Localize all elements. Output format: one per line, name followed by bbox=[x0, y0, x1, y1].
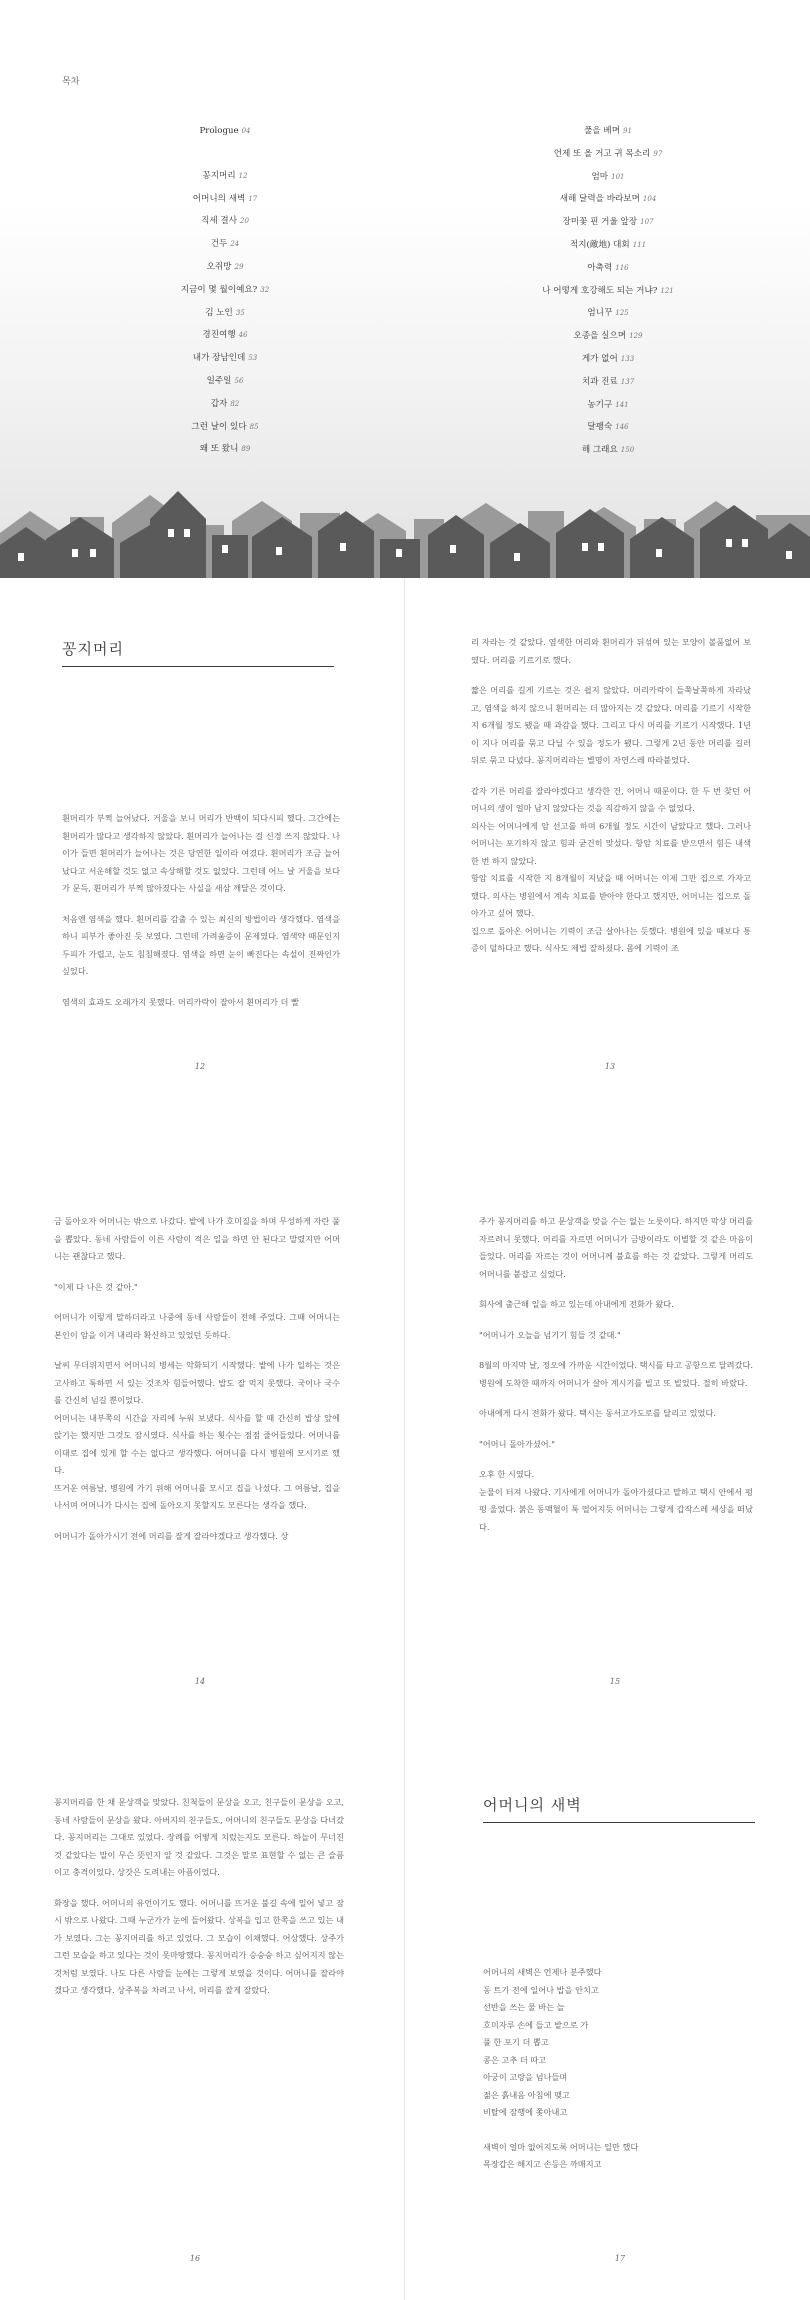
paragraph: 어머니는 내부쪽의 시간을 자리에 누워 보냈다. 식사를 할 때 간신히 밥상 앞에 앉기는 했지만 그것도 잠시였다. 식사를 하는 횟수는 점점 줄어들었다. 어머니를 이대로 집에 있게 할 수는 없다고 생각했다. 어머니를 다시 병원에 모시기로 했다. bbox=[54, 1412, 340, 1475]
toc-page-number: 32 bbox=[260, 285, 270, 294]
toc-entry[interactable]: 갑자 82 bbox=[210, 398, 240, 409]
toc-page-number: 04 bbox=[241, 127, 251, 135]
toc-entry[interactable]: 지금이 몇 월이예요? 32 bbox=[180, 284, 270, 295]
paragraph: 처음엔 염색을 했다. 흰머리를 감출 수 있는 최신의 방법이라 생각했다. 염색을 하니 피부가 좋아진 듯 보였다. 그런데 가려움증이 문제였다. 염색약 때문인지 두피가 가렵고, 눈도 침침해졌다. 염색을 하면 눈이 빠진다는 속설이 진짜인가 싶었다. bbox=[62, 913, 340, 976]
toc-entry[interactable]: 적지(敵地) 대회 111 bbox=[569, 239, 647, 250]
toc-list-right bbox=[488, 120, 728, 462]
chapter-title: 어머니의 새벽 bbox=[483, 1796, 582, 1814]
paragraph: 어머니가 이렇게 말하더라고 나중에 동네 사람들이 전해 주었다. 그때 어머니는 본인이 암을 이겨 내리라 확신하고 있었던 듯하다. bbox=[54, 1312, 340, 1340]
toc-page-number: 91 bbox=[623, 127, 632, 135]
toc-entry[interactable]: 왜 또 왔니 89 bbox=[199, 444, 251, 455]
paragraph: 날씨 무더위지면서 어머니의 병세는 악화되기 시작했다. 밭에 나가 일하는 것은 고사하고 툭하면 서 있는 것조차 힘들어했다. 밥도 잘 먹지 못했다. 국이나 국수를 간신히 넘길 뿐이었다. bbox=[54, 1360, 340, 1405]
spread-pages-14-15 bbox=[0, 1153, 810, 1728]
toc-page-number: 82 bbox=[230, 399, 240, 408]
stanza-break bbox=[483, 2122, 755, 2139]
spread-pages-12-13 bbox=[0, 578, 810, 1153]
page-number: 14 bbox=[194, 1677, 206, 1686]
body-text bbox=[54, 1794, 344, 2000]
toc-page-number: 29 bbox=[234, 262, 244, 271]
toc-entry[interactable]: 꽁지머리 12 bbox=[202, 170, 248, 181]
paragraph: 꽁지머리를 한 채 문상객을 맞았다. 친척들이 문상을 오고, 친구들이 문상을 오고, 동네 사람들이 문상을 왔다. 아버지의 친구들도, 어머니의 친구들도 문상을 다녀갔다. 꽁지머리는 그대로 있었다. 장례를 어떻게 치렀는지도 모른다. 하늘이 무너진 것 같았다는 말이 무슨 뜻인지 알 것 같았다. 그것은 말로 표현할 수 없는 큰 슬픔이고 충격이었다. 상갓은 도려내는 아픔이었다. bbox=[54, 1797, 344, 1877]
paragraph: 리 자라는 것 같았다. 염색한 머리와 흰머리가 뒤섞여 있는 모양이 볼품없어 보였다. 머리를 기르기로 했다. bbox=[471, 637, 751, 665]
page-number: 16 bbox=[189, 2254, 201, 2263]
page-number: 15 bbox=[609, 1677, 621, 1686]
toc-page-number: 53 bbox=[248, 354, 258, 363]
chapter-title-rule bbox=[62, 666, 334, 667]
toc-page-number: 121 bbox=[660, 286, 674, 295]
toc-page-number: 46 bbox=[238, 331, 248, 340]
toc-page-number: 89 bbox=[241, 445, 251, 454]
toc-page-number: 20 bbox=[240, 217, 249, 226]
toc-entry[interactable]: 농기구 141 bbox=[587, 399, 629, 410]
page-15 bbox=[405, 1153, 810, 1728]
paragraph: 회사에 출근해 일을 하고 있는데 아내에게 전화가 왔다. bbox=[479, 1299, 674, 1309]
paragraph: 화장을 했다. 어머니의 유언이기도 했다. 어머니를 뜨거운 불길 속에 밀어 넣고 잠시 밖으로 나왔다. 그때 누군가가 눈에 들어왔다. 상복을 입고 한쪽을 쓰고 있는 내가 보였다. 그는 꽁지머리를 하고 있었다. 그 모습이 이채했다. 어상했다. 상주가 그런 모습을 하고 있다는 것이 못마땅했다. 꽁지머리가 승숭숭 하고 싶어지지 않는 것처럼 보였다. 나도 다른 사람들 눈에는 그렇게 보였을 것이다. 어머니를 잘라야겠다고 생각했다. 상주복을 차려고 나서, 머리를 잘게 잘랐다. bbox=[54, 1897, 344, 1995]
toc-entry[interactable]: 어머니의 새벽 17 bbox=[192, 193, 258, 204]
town-silhouette-illustration bbox=[0, 473, 810, 578]
paragraph: 염색의 효과도 오래가지 못했다. 머리카락이 잘아서 흰머리가 더 빨 bbox=[62, 996, 299, 1007]
toc-entry[interactable]: 엄마 101 bbox=[591, 171, 625, 182]
poem-line: 새벽이 얼마 없어지도록 어머니는 일만 했다 bbox=[483, 2141, 639, 2152]
body-text bbox=[54, 1213, 340, 1545]
paragraph: 짧은 머리를 길게 기르는 것은 쉽지 않았다. 머리카락이 들쭉날쭉하게 자라났고, 염색을 하지 않으니 흰머리는 더 많아지는 것 같았다. 머리를 기르기 시작한 지 6개월 정도 됐을 때 과감을 했다. 그리고 다시 머리를 기르기 시작했다. 1년이 지나 머리를 묶고 다닐 수 있을 정도가 됐다. 그렇게 2년 동안 머리를 길러 뒤로 묶고 다녔다. 꽁지머리라는 별명이 자연스레 따라붙었다. bbox=[471, 685, 751, 765]
spread-pages-16-17 bbox=[0, 1728, 810, 2300]
toc-entry[interactable]: 김 노인 35 bbox=[205, 307, 245, 318]
toc-list-left bbox=[105, 120, 345, 461]
toc-entry[interactable]: 일주일 56 bbox=[206, 375, 244, 386]
toc-entry[interactable]: 풀을 베며 91 bbox=[584, 126, 632, 136]
toc-entry[interactable]: Prologue 04 bbox=[199, 126, 251, 136]
poem-line: 아궁이 고랑을 넘나들며 bbox=[483, 2072, 568, 2082]
paragraph: 8월의 마지막 날, 정오에 가까운 시간이었다. 택시를 타고 공항으로 달려갔다. 병원에 도착한 때까지 어머니가 살아 계시기를 빌고 또 빌었다. 절히 바랐다. bbox=[479, 1360, 753, 1388]
toc-entry[interactable]: 나 어떻게 호강해도 되는 거냐? 121 bbox=[542, 285, 674, 296]
toc-page-number: 104 bbox=[642, 195, 657, 204]
toc-entry[interactable]: 경진여행 46 bbox=[202, 330, 248, 341]
toc-page-number: 133 bbox=[620, 354, 635, 363]
paragraph: 아내에게 다시 전화가 왔다. 택시는 동서고가도로를 달리고 있었다. bbox=[479, 1408, 716, 1418]
page-13 bbox=[405, 578, 810, 1153]
dialogue-line: "어머니가 오늘을 넘기기 힘들 것 같대." bbox=[479, 1329, 621, 1340]
toc-entry[interactable]: 아축력 116 bbox=[587, 262, 629, 273]
paragraph: 눈물이 터져 나왔다. 기사에게 어머니가 돌아가셨다고 말하고 택시 안에서 펑펑 울었다. 붉은 동맥혈이 툭 떨어지듯 어머니는 그렇게 갑작스레 세상을 떠났다. bbox=[479, 1486, 753, 1532]
poem-text bbox=[483, 1964, 755, 2174]
toc-entry[interactable]: 그런 날이 있다 85 bbox=[191, 421, 259, 432]
poem-line: 콩은 고추 더 따고 bbox=[483, 2054, 547, 2065]
paragraph: 주가 꽁지머리를 하고 문상객을 맞을 수는 없는 노릇이다. 하지만 막상 머리를 자르려니 못했다. 머리를 자르면 어머니가 금방이라도 이별할 것 같은 마음이 들었다. 머리를 자르는 것이 어머니께 불효를 하는 것 같았다. 그렇게 머리도 어머니를 붙잡고 싶었다. bbox=[479, 1216, 753, 1279]
paragraph: 어머니가 돌아가시기 전에 머리를 잘게 잘라야겠다고 생각했다. 상 bbox=[54, 1530, 289, 1541]
toc-page-number: 125 bbox=[615, 309, 629, 318]
toc-page-number: 17 bbox=[248, 194, 258, 203]
toc-entry[interactable]: 해 그래요 150 bbox=[581, 445, 635, 456]
body-text bbox=[471, 634, 751, 958]
paragraph: 오후 한 시였다. bbox=[479, 1469, 535, 1479]
poem-line: 호미자루 손에 들고 밭으로 가 bbox=[483, 2019, 589, 2030]
poem-line: 목장갑은 해지고 손등은 까매지고 bbox=[483, 2159, 602, 2169]
toc-entry[interactable]: 건두 24 bbox=[210, 239, 240, 250]
toc-page-number: 141 bbox=[615, 400, 629, 409]
page-14 bbox=[0, 1153, 405, 1728]
dialogue-line: "이제 다 나은 것 같아." bbox=[54, 1281, 138, 1292]
toc-page-number: 12 bbox=[238, 171, 248, 180]
toc-page-number: 111 bbox=[632, 240, 647, 249]
poem-line: 어머니의 새벽은 언제나 분주했다 bbox=[483, 1967, 602, 1977]
poem-line: 선반을 쓰는 물 바는 늘 bbox=[483, 2002, 565, 2012]
dialogue-line: "어머니 돌아가셨어." bbox=[479, 1438, 556, 1449]
toc-entry[interactable]: 장미꽃 핀 거울 앞장 107 bbox=[562, 217, 654, 228]
toc-entry[interactable]: 치과 진료 137 bbox=[581, 376, 635, 387]
page-16 bbox=[0, 1728, 405, 2300]
chapter-title-rule bbox=[483, 1822, 755, 1823]
toc-entry[interactable]: 게가 없어 133 bbox=[581, 353, 635, 364]
toc-page-number: 146 bbox=[615, 423, 629, 432]
poem-line: 동 트기 전에 일어나 밥을 안치고 bbox=[483, 1984, 599, 1995]
poem-line: 비탈에 잠행에 쫓아내고 bbox=[483, 2107, 568, 2117]
toc-header: 목차 bbox=[62, 77, 80, 87]
toc-spread bbox=[0, 0, 810, 578]
page-number: 17 bbox=[614, 2254, 626, 2263]
toc-page-number: 150 bbox=[620, 446, 635, 455]
paragraph: 흰머리가 부쩍 늘어났다. 거울을 보니 머리가 반백이 되다시피 했다. 그간에는 흰머리가 많다고 생각하지 않았다. 흰머리가 늘어나는 걸 신경 쓰지 않았다. 나이가 들면 흰머리가 늘어나는 것은 당연한 일이라 여겼다. 흰머리가 조금 늘어났다고 서운해할 것도 없고 속상해할 것도 없었다. 그런데 어느 날 거울을 보다가 문득, 흰머리가 부쩍 많아졌다는 사실을 새삼 깨달은 것이다. bbox=[62, 813, 340, 893]
poem-line: 풀 한 포기 더 뽑고 bbox=[483, 2037, 549, 2047]
toc-entry[interactable]: 직세 결사 20 bbox=[201, 216, 249, 227]
page-17 bbox=[405, 1728, 810, 2300]
paragraph: 집으로 돌아온 어머니는 기력이 조금 살아나는 듯했다. 병원에 있을 때보다 통증이 덜하다고 했다. 식사도 제법 잘하셨다. 몸에 기력이 조 bbox=[471, 925, 751, 953]
toc-page-number: 56 bbox=[234, 376, 244, 385]
toc-page-number: 107 bbox=[640, 218, 654, 227]
toc-page-number: 116 bbox=[615, 263, 629, 272]
paragraph: 뜨거운 여름날, 병원에 가기 위해 어머니를 모시고 집을 나섰다. 그 여름날, 집을 나서며 어머니가 다시는 집에 돌아오지 못할지도 모른다는 생각을 했다. bbox=[54, 1482, 340, 1510]
poem-line: 젊은 흙내음 아침에 맺고 bbox=[483, 2089, 570, 2100]
toc-page-number: 85 bbox=[249, 422, 259, 431]
toc-entry[interactable]: 오종을 실으며 129 bbox=[573, 331, 643, 342]
chapter-title: 꽁지머리 bbox=[62, 640, 124, 658]
paragraph: 의사는 어머니에게 암 선고를 하며 6개월 정도 시간이 남았다고 했다. 그러나 어머니는 포기하지 않고 힘과 굳건히 맞섰다. 항암 치료를 받으면서 힘든 내색 한 번 하지 않았다. bbox=[471, 820, 751, 866]
toc-page-number: 24 bbox=[230, 240, 240, 249]
paragraph: 금 돌아오자 어머니는 밖으로 나갔다. 밭에 나가 호미질을 하며 무성하게 자란 풀을 뽑았다. 동네 사람들이 이른 사람이 적은 일을 하면 안 된다고 말렸지만 어머니는 괜찮다고 했다. bbox=[54, 1216, 340, 1261]
toc-entry[interactable]: 달팽숙 146 bbox=[587, 422, 629, 433]
page-number: 12 bbox=[194, 1062, 206, 1071]
body-text bbox=[62, 810, 340, 1011]
toc-page-number: 129 bbox=[629, 332, 643, 341]
toc-page-number: 97 bbox=[653, 149, 663, 158]
toc-entry[interactable]: 새해 달력을 바라보며 104 bbox=[559, 194, 657, 205]
page-number: 13 bbox=[604, 1062, 616, 1071]
toc-entry[interactable]: 언제 또 올 거고 귀 목소리 97 bbox=[553, 148, 663, 159]
toc-page-number: 35 bbox=[235, 308, 245, 317]
toc-entry[interactable]: 오쥐방 29 bbox=[206, 261, 244, 272]
toc-page-number: 137 bbox=[620, 377, 635, 386]
paragraph: 항암 치료를 시작한 지 8개월이 지났을 때 어머니는 이제 그만 집으로 가자고 했다. 의사는 병원에서 계속 치료를 받아야 한다고 했지만, 어머니는 집으로 돌아가고 싶어 했다. bbox=[471, 873, 751, 918]
toc-entry[interactable]: 내가 장남인데 53 bbox=[192, 353, 258, 364]
toc-page-number: 101 bbox=[611, 172, 625, 181]
toc-entry[interactable]: 엄니꾸 125 bbox=[587, 308, 629, 319]
body-text bbox=[479, 1213, 753, 1536]
paragraph: 갑자 기른 머리를 잘라야겠다고 생각한 건, 어머니 때문이다. 한 두 번 찾던 어머니의 생이 얼마 남지 않았다는 것을 직감하지 않을 수 없었다. bbox=[471, 785, 751, 813]
page-12 bbox=[0, 578, 405, 1153]
